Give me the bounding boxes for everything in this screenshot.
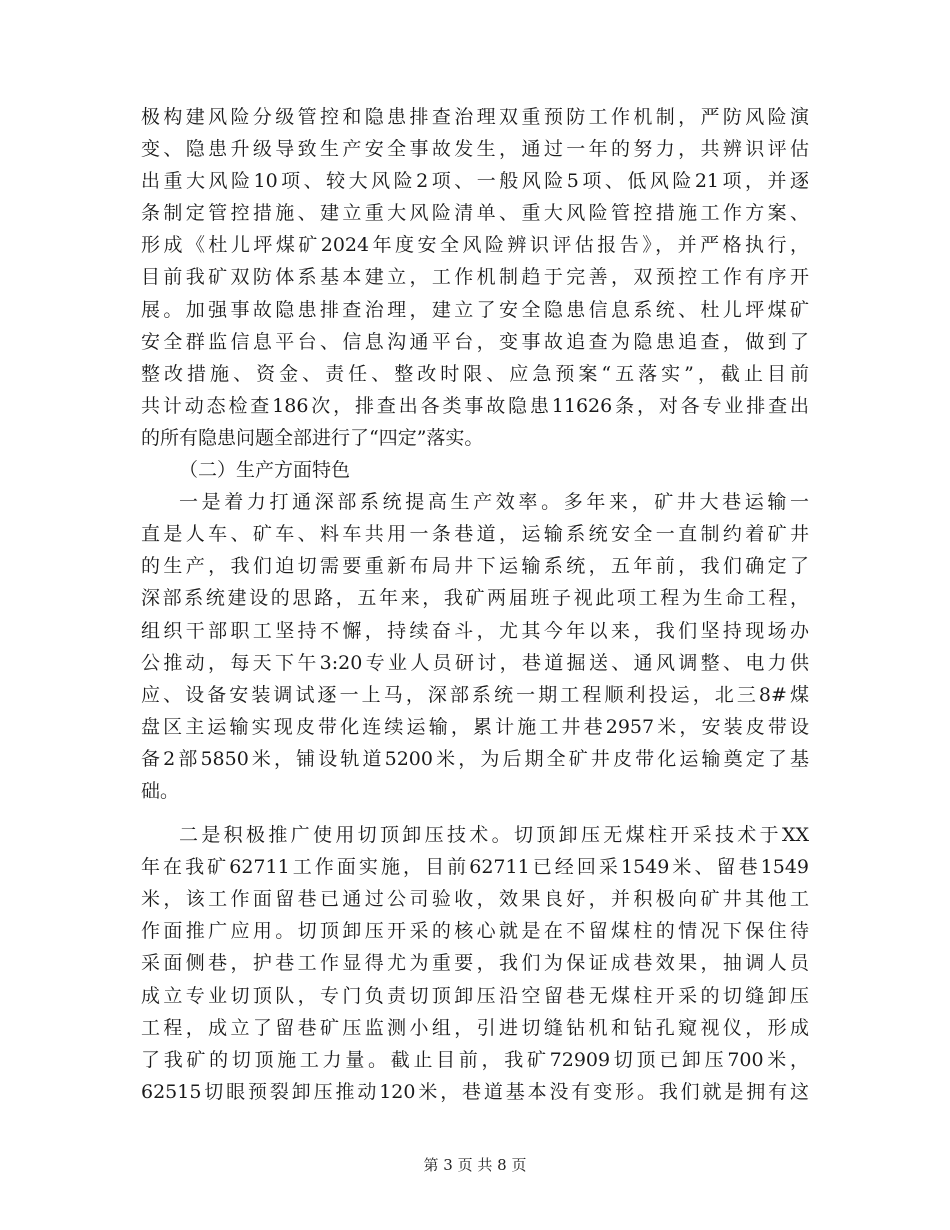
text-line: 年在我矿62711工作面实施，目前62711已经回采1549米、留巷1549: [141, 856, 809, 879]
text-line: 础。: [141, 779, 180, 802]
text-line: 整改措施、资金、责任、整改时限、应急预案“五落实”，截止目前: [141, 362, 809, 385]
text-line: 公推动，每天下午3:20专业人员研讨，巷道掘送、通风调整、电力供: [141, 651, 809, 674]
text-line: 的所有隐患问题全部进行了“四定”落实。: [141, 426, 484, 449]
text-line: 直是人车、矿车、料车共用一条巷道，运输系统安全一直制约着矿井: [141, 523, 809, 546]
text-line: 盘区主运输实现皮带化连续运输，累计施工井巷2957米，安装皮带设: [141, 715, 809, 738]
text-line: 极构建风险分级管控和隐患排查治理双重预防工作机制，严防风险演: [141, 106, 809, 128]
text-line: 工程，成立了留巷矿压监测小组，引进切缝钻机和钻孔窥视仪，形成: [141, 1016, 809, 1039]
text-line: （二）生产方面特色: [179, 459, 351, 482]
text-line: 组织干部职工坚持不懈，持续奋斗，尤其今年以来，我们坚持现场办: [141, 619, 809, 642]
text-line: 采面侧巷，护巷工作显得尤为重要，我们为保证成巷效果，抽调人员: [141, 952, 809, 975]
text-line: 一是着力打通深部系统提高生产效率。多年来，矿井大巷运输一: [179, 491, 809, 514]
text-line: 安全群监信息平台、信息沟通平台，变事故追查为隐患追查，做到了: [141, 330, 809, 353]
text-line: 应、设备安装调试逐一上马，深部系统一期工程顺利投运，北三8#煤: [141, 683, 809, 706]
text-line: 米，该工作面留巷已通过公司验收，效果良好，并积极向矿井其他工: [141, 888, 809, 911]
text-line: 出重大风险10项、较大风险2项、一般风险5项、低风险21项，并逐: [141, 170, 809, 193]
text-line: 共计动态检查186次，排查出各类事故隐患11626条，对各专业排查出: [141, 394, 809, 417]
text-line: 深部系统建设的思路，五年来，我矿两届班子视此项工程为生命工程，: [141, 587, 809, 610]
page-number-footer: 第 3 页 共 8 页: [423, 1156, 527, 1174]
text-line: 了我矿的切顶施工力量。截止目前，我矿72909切顶已卸压700米，: [141, 1048, 809, 1071]
text-line: 备2部5850米，铺设轨道5200米，为后期全矿井皮带化运输奠定了基: [141, 747, 809, 770]
text-line: 变、隐患升级导致生产安全事故发生，通过一年的努力，共辨识评估: [141, 138, 809, 161]
text-line: 作面推广应用。切顶卸压开采的核心就是在不留煤柱的情况下保住待: [141, 920, 809, 943]
text-line: 62515切眼预裂卸压推动120米，巷道基本没有变形。我们就是拥有这: [141, 1080, 809, 1103]
paragraph-gap: [141, 807, 809, 819]
text-line: 二是积极推广使用切顶卸压技术。切顶卸压无煤柱开采技术于XX: [179, 824, 809, 847]
text-line: 条制定管控措施、建立重大风险清单、重大风险管控措施工作方案、: [141, 202, 809, 225]
text-line: 成立专业切顶队，专门负责切顶卸压沿空留巷无煤柱开采的切缝卸压: [141, 984, 809, 1007]
text-line: 的生产，我们迫切需要重新布局井下运输系统，五年前，我们确定了: [141, 555, 809, 578]
body-text: [141, 101, 809, 1108]
text-line: 展。加强事故隐患排查治理，建立了安全隐患信息系统、杜儿坪煤矿: [141, 298, 809, 321]
text-line: 形成《杜儿坪煤矿2024年度安全风险辨识评估报告》，并严格执行，: [141, 234, 809, 257]
text-line: 目前我矿双防体系基本建立，工作机制趋于完善，双预控工作有序开: [141, 266, 809, 289]
